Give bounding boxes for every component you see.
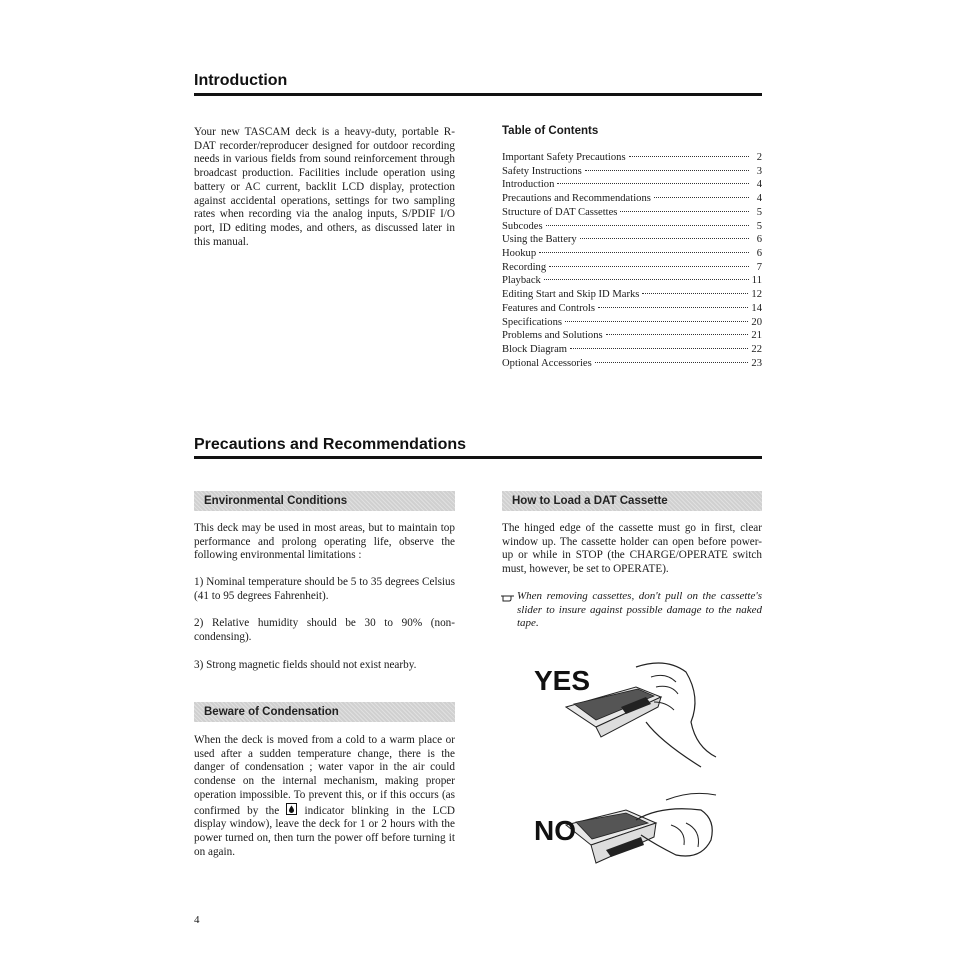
toc-entry[interactable]: Structure of DAT Cassettes 5 [502,206,762,218]
toc-entry[interactable]: Optional Accessories 23 [502,357,762,369]
page-number: 4 [194,914,200,926]
introduction-rule [194,93,762,96]
cassette-removal-note: When removing cassettes, don't pull on the cassette's slider to insure against possible damage to the naked tape. [517,590,762,630]
toc-entry[interactable]: Editing Start and Skip ID Marks 12 [502,289,762,301]
condensation-indicator-icon [286,803,297,815]
introduction-heading: Introduction [194,72,288,89]
environmental-conditions-body: This deck may be used in most areas, but to maintain top performance and prolong operating life, observe the following environmental limitations : [194,522,455,562]
pointing-hand-icon [500,590,516,608]
load-cassette-title: How to Load a DAT Cassette [502,491,762,511]
condensation-title: Beware of Condensation [194,702,455,722]
environment-item-1: 1) Nominal temperature should be 5 to 35 degrees Celsius (41 to 95 degrees Fahrenheit). [194,576,456,602]
toc-entry[interactable]: Using the Battery 6 [502,234,762,246]
condensation-body: When the deck is moved from a cold to a warm place or used after a sudden temperature change, there is the danger of condensation ; water vapor in the air could condense on the internal mechanism, making proper operation impossible. To prevent this, or if this occurs (as confirmed by the indicator blinking in the LCD display window), leave the deck for 1 or 2 hours with the power turned on, then turn the power off before turning it on again. [194,734,455,858]
environmental-conditions-title: Environmental Conditions [194,491,455,511]
table-of-contents [502,151,762,371]
toc-entry[interactable]: Important Safety Precautions 2 [502,152,762,163]
load-cassette-body: The hinged edge of the cassette must go in first, clear window up. The cassette holder can open before power-up or while in STOP (the CHARGE/OPERATE switch must, however, be set to OPERATE). [502,522,762,576]
no-label: NO [534,815,576,846]
toc-entry[interactable]: Block Diagram 22 [502,344,762,356]
toc-entry[interactable]: Safety Instructions 3 [502,165,762,177]
toc-entry[interactable]: Features and Controls 14 [502,302,762,314]
toc-entry[interactable]: Precautions and Recommendations 4 [502,193,762,205]
toc-entry[interactable]: Hookup 6 [502,248,762,260]
yes-label: YES [534,665,591,696]
introduction-body: Your new TASCAM deck is a heavy-duty, portable R-DAT recorder/reproducer designed for outdoor recording needs in various fields from sound reinforcement through broadcast production. Facilities include operation using battery or AC current, backlit LCD display, protection against accidental operations, settings for two sampling rates when recording via the analog inputs, S/PDIF I/O port, ID editing modes, and others, as discussed later in this manual. [194,126,455,248]
precautions-heading: Precautions and Recommendations [194,436,467,453]
toc-title: Table of Contents [502,125,599,137]
precautions-rule [194,456,762,459]
toc-entry[interactable]: Problems and Solutions 21 [502,330,762,342]
toc-entry[interactable]: Specifications 20 [502,316,762,328]
toc-entry[interactable]: Subcodes 5 [502,220,762,232]
toc-entry[interactable]: Recording 7 [502,261,762,273]
environment-item-3: 3) Strong magnetic fields should not exist nearby. [194,659,417,671]
toc-entry[interactable]: Introduction 4 [502,179,762,191]
environment-item-2: 2) Relative humidity should be 30 to 90% (non-condensing). [194,617,455,643]
toc-entry[interactable]: Playback 11 [502,275,762,287]
